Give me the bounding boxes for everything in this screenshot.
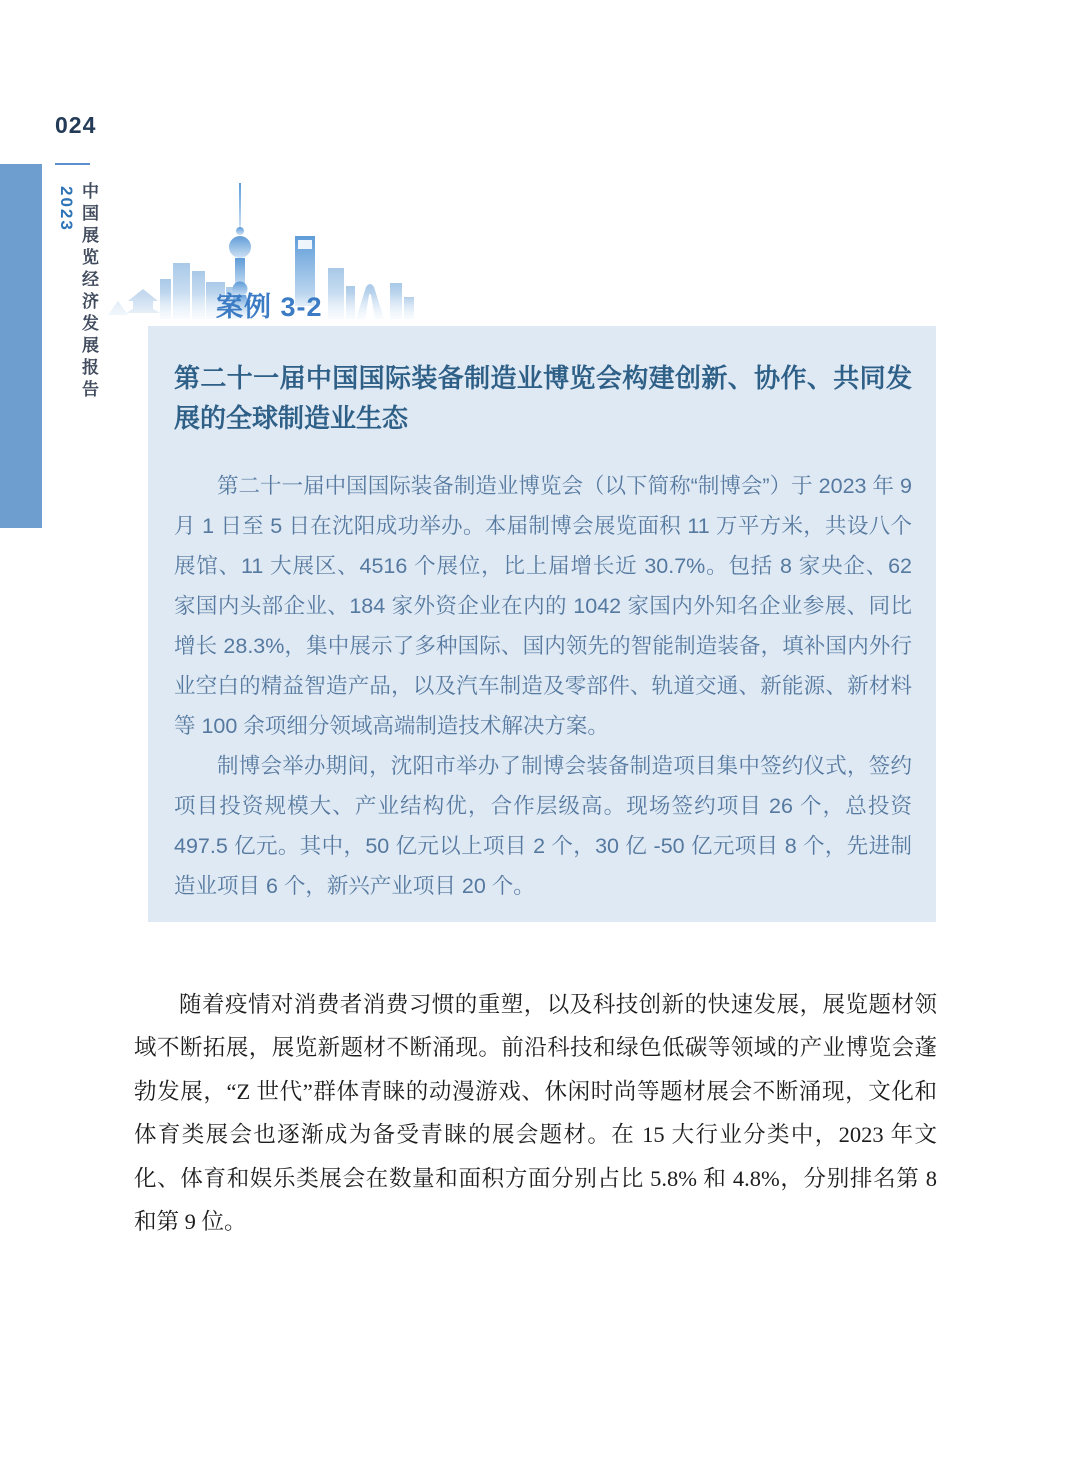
sidebar-title-text: 中国展览经济发展报告	[79, 182, 98, 402]
case-title: 第二十一届中国国际装备制造业博览会构建创新、协作、共同发展的全球制造业生态	[174, 364, 912, 433]
body-paragraph: 随着疫情对消费者消费习惯的重塑，以及科技创新的快速发展，展览题材领域不断拓展，展览新题材不断涌现。前沿科技和绿色低碳等领域的产业博览会蓬勃发展，“Z 世代”群体青睐的动漫游戏、休闲时尚等题材展会不断涌现，文化和体育类展会也逐渐成为备受青睐的展会题材。在 15 大行业分类中，2023 年文化、体育和娱乐类展会在数量和面积方面分别占比 5.8% 和 4.8%，分别排名第 8 和第 9 位。	[134, 991, 937, 1234]
case-paragraph-2: 制博会举办期间，沈阳市举办了制博会装备制造项目集中签约仪式，签约项目投资规模大、产业结构优，合作层级高。现场签约项目 26 个，总投资 497.5 亿元。其中，50 亿元以上项目 2 个，30 亿 -50 亿元项目 8 个，先进制造业项目 6 个，新兴产业项目 20 个。	[174, 754, 912, 898]
case-label: 案例 3-2	[216, 292, 323, 322]
page-number: 024	[55, 112, 97, 138]
sidebar-accent-bar	[0, 164, 42, 528]
page-number-divider	[55, 163, 90, 165]
sidebar-report-title	[56, 182, 101, 442]
case-box	[148, 326, 936, 922]
sidebar-year-text: 2023	[57, 186, 76, 232]
case-paragraph-1: 第二十一届中国国际装备制造业博览会（以下简称“制博会”）于 2023 年 9 月 1 日至 5 日在沈阳成功举办。本届制博会展览面积 11 万平方米，共设八个展馆、11 大展区、4516 个展位，比上届增长近 30.7%。包括 8 家央企、62 家国内头部企业、184 家外资企业在内的 1042 家国内外知名企业参展、同比增长 28.3%，集中展示了多种国际、国内领先的智能制造装备，填补国内外行业空白的精益智造产品，以及汽车制造及零部件、轨道交通、新能源、新材料等 100 余项细分领域高端制造技术解决方案。	[174, 474, 912, 738]
